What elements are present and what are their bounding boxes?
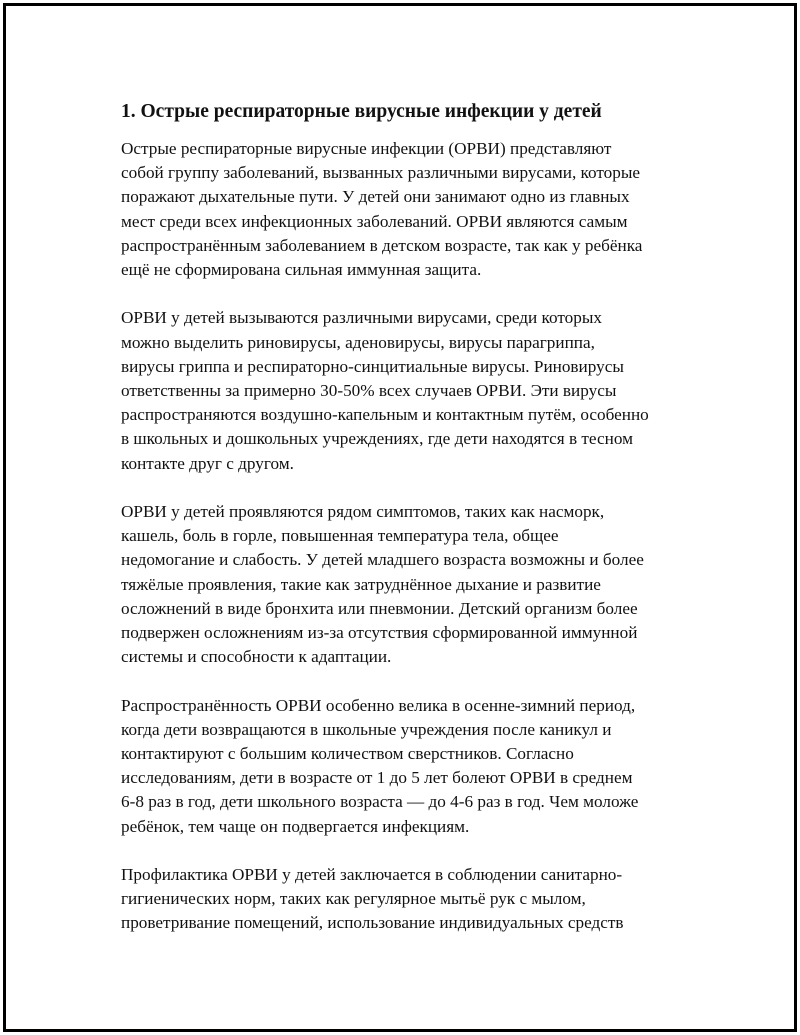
section-title: 1. Острые респираторные вирусные инфекции у детей: [121, 101, 602, 122]
text-line: Распространённость ОРВИ особенно велика в осенне-зимний период,: [121, 695, 636, 715]
text-line: 6-8 раз в год, дети школьного возраста — до 4-6 раз в год. Чем моложе: [121, 792, 639, 812]
page-frame: [3, 3, 797, 1032]
text-line: когда дети возвращаются в школьные учреждения после каникул и: [121, 719, 612, 739]
text-line: гигиенических норм, таких как регулярное мытьё рук с мылом,: [121, 889, 586, 909]
text-line: подвержен осложнениям из-за отсутствия сформированной иммунной: [121, 623, 638, 643]
text-line: проветривание помещений, использование индивидуальных средств: [121, 913, 624, 933]
text-line: собой группу заболеваний, вызванных различными вирусами, которые: [121, 163, 641, 183]
text-line: контакте друг с другом.: [121, 453, 294, 473]
paragraph-symptoms: [121, 500, 701, 669]
text-line: ребёнок, тем чаще он подвергается инфекциям.: [121, 816, 470, 836]
text-line: Острые респираторные вирусные инфекции (ОРВИ) представляют: [121, 139, 612, 158]
text-line: недомогание и слабость. У детей младшего возраста возможны и более: [121, 550, 644, 570]
text-line: ОРВИ у детей проявляются рядом симптомов, таких как насморк,: [121, 502, 605, 522]
text-line: ответственны за примерно 30-50% всех случаев ОРВИ. Эти вирусы: [121, 381, 617, 401]
text-line: ОРВИ у детей вызываются различными вирусами, среди которых: [121, 308, 603, 328]
document-body: [121, 98, 701, 960]
text-line: тяжёлые проявления, такие как затруднённое дыхание и развитие: [121, 574, 601, 594]
text-line: в школьных и дошкольных учреждениях, где дети находятся в тесном: [121, 429, 633, 449]
text-line: можно выделить риновирусы, аденовирусы, вирусы парагриппа,: [121, 332, 595, 352]
paragraph-intro: [121, 137, 701, 282]
text-line: мест среди всех инфекционных заболеваний. ОРВИ являются самым: [121, 211, 628, 231]
text-line: поражают дыхательные пути. У детей они занимают одно из главных: [121, 187, 630, 207]
paragraph-prevalence: [121, 694, 701, 839]
paragraph-prevention: [121, 863, 701, 936]
paragraph-causes: [121, 306, 701, 475]
text-line: кашель, боль в горле, повышенная температура тела, общее: [121, 526, 559, 546]
text-line: распространённым заболеванием в детском возрасте, так как у ребёнка: [121, 235, 643, 255]
text-line: Профилактика ОРВИ у детей заключается в соблюдении санитарно-: [121, 865, 623, 885]
text-line: исследованиям, дети в возрасте от 1 до 5 лет болеют ОРВИ в среднем: [121, 768, 633, 788]
text-line: системы и способности к адаптации.: [121, 647, 392, 667]
text-line: вирусы гриппа и респираторно-синцитиальные вирусы. Риновирусы: [121, 356, 624, 376]
text-line: распространяются воздушно-капельным и контактным путём, особенно: [121, 405, 649, 425]
text-line: контактируют с большим количеством сверстников. Согласно: [121, 744, 574, 764]
text-line: ещё не сформирована сильная иммунная защита.: [121, 260, 482, 280]
text-line: осложнений в виде бронхита или пневмонии. Детский организм более: [121, 598, 638, 618]
